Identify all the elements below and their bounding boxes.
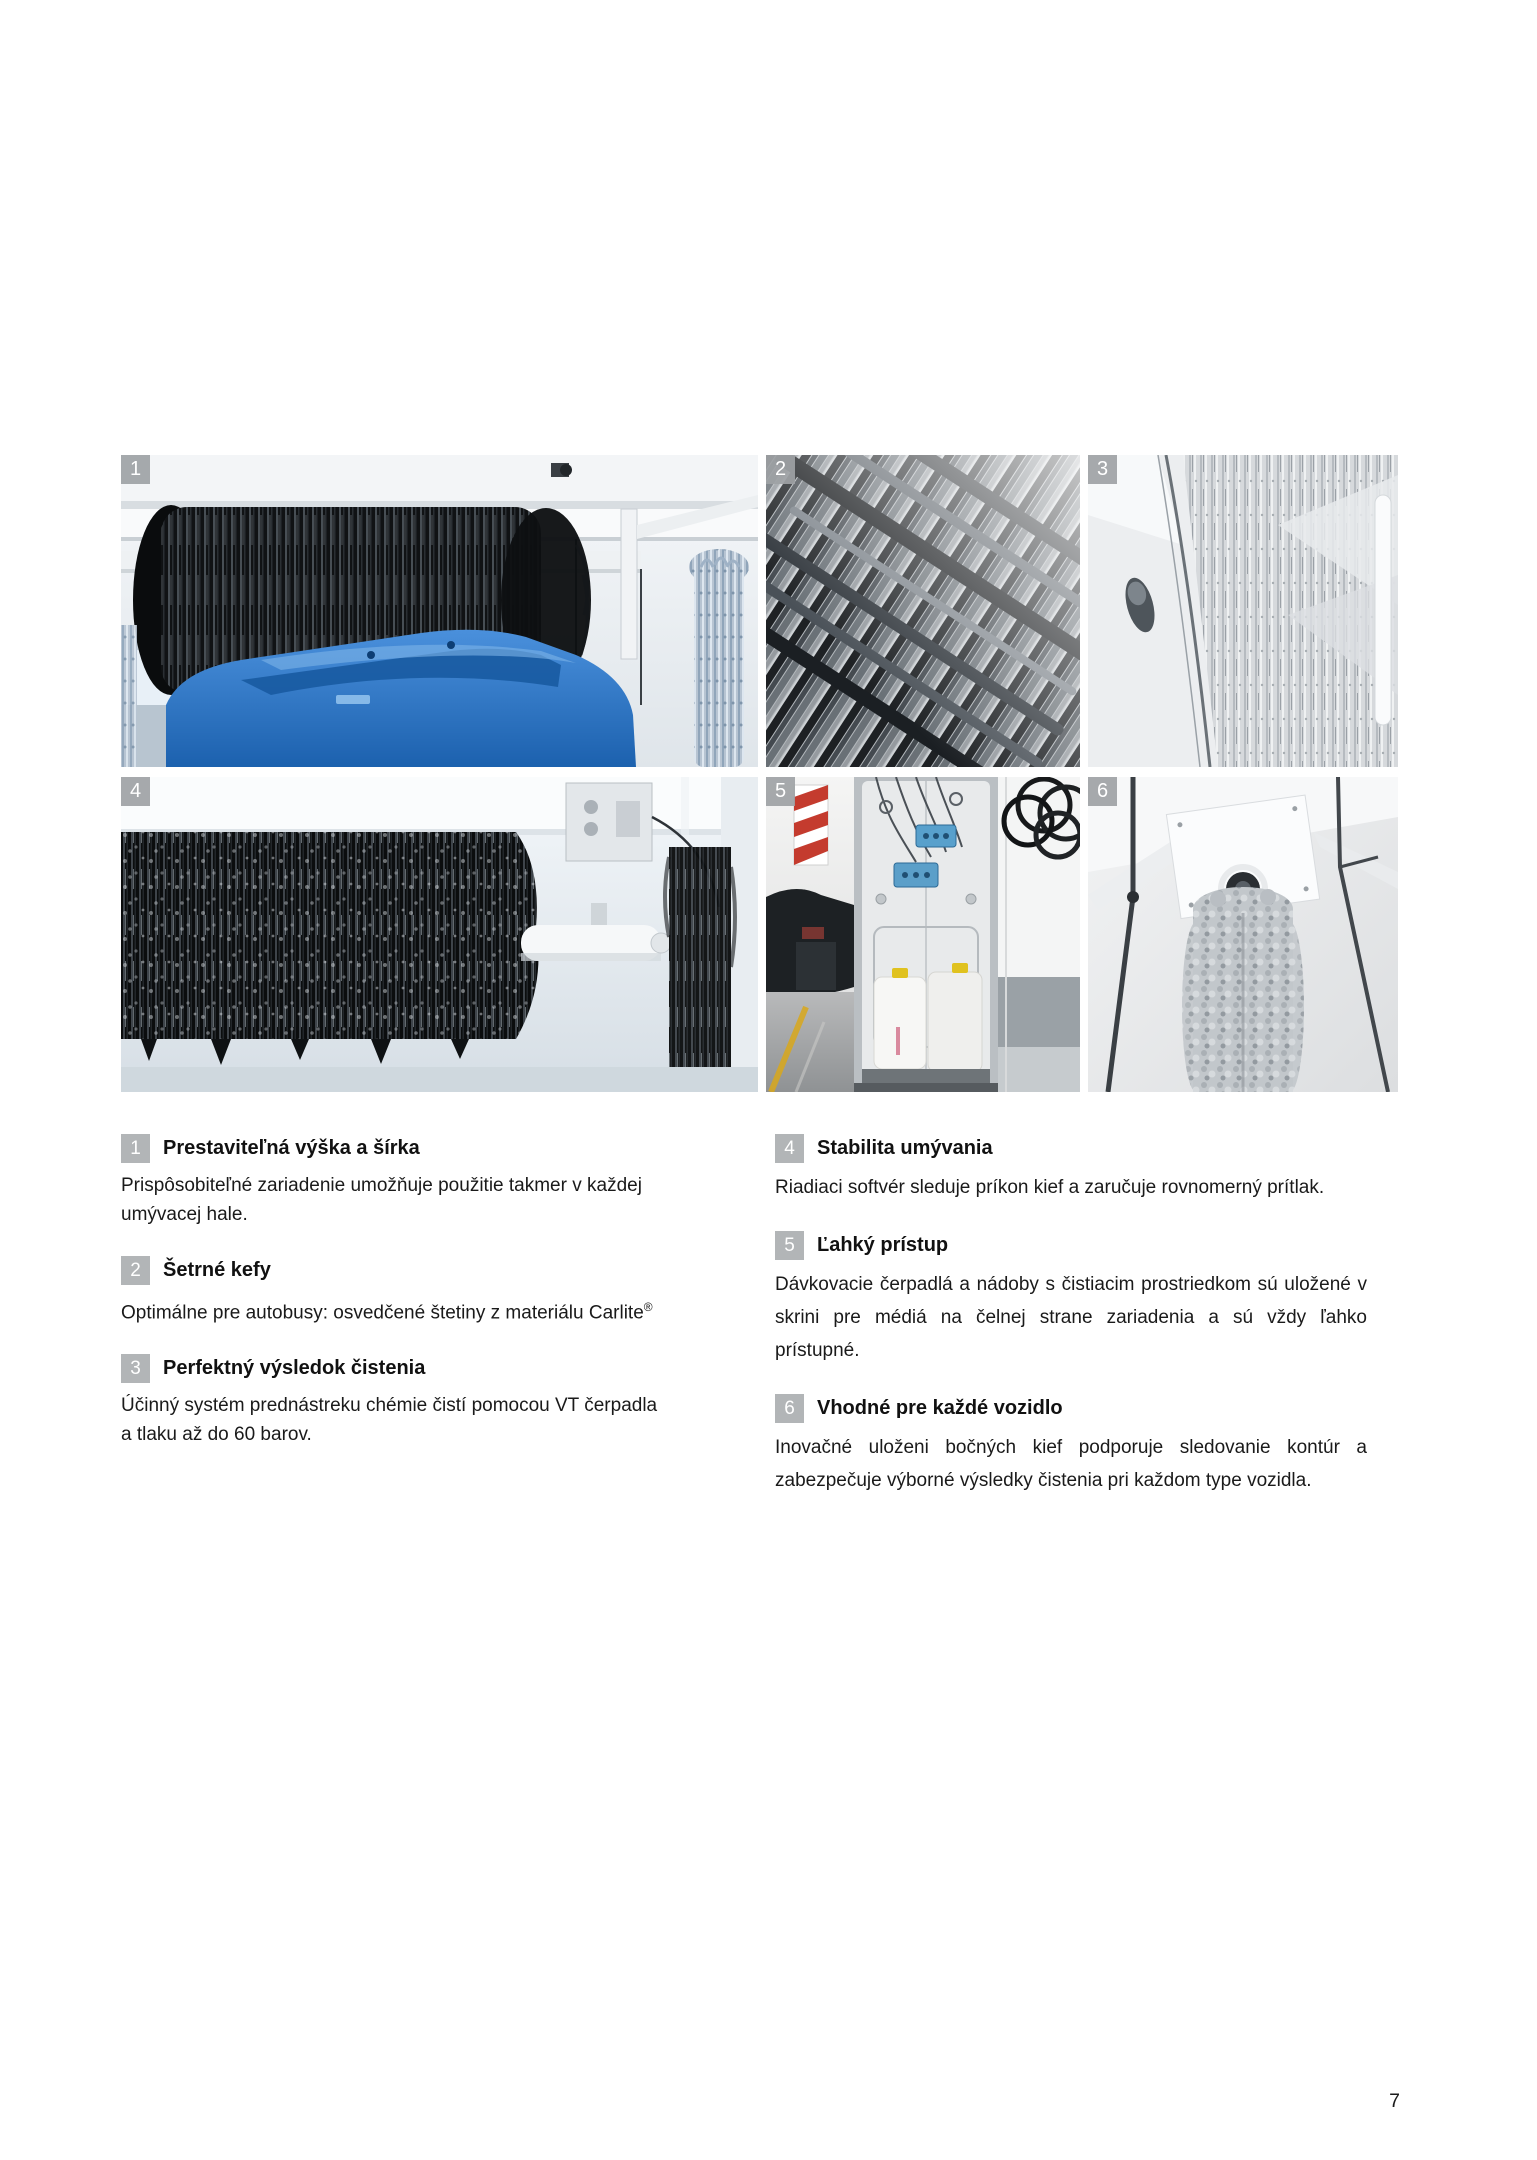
- feature-section-5: [775, 1231, 1367, 1367]
- photo-grid: [121, 455, 1398, 1092]
- feature-5-badge: 5: [775, 1231, 804, 1260]
- feature-4-badge: 4: [775, 1134, 804, 1163]
- feature-1-badge: 1: [121, 1134, 150, 1163]
- photo-3-badge: 3: [1088, 455, 1117, 484]
- feature-6-badge: 6: [775, 1394, 804, 1423]
- features-column-left: [121, 1134, 666, 1476]
- feature-2-badge: 2: [121, 1256, 150, 1285]
- feature-4-body: Riadiaci softvér sleduje príkon kief a zaručuje rovnomerný prítlak.: [775, 1177, 1325, 1198]
- photo-media-cabinet-image: [766, 777, 1080, 1092]
- photo-gantry-wash-bus-image: [121, 455, 758, 767]
- feature-3-badge: 3: [121, 1354, 150, 1383]
- features-column-right: [775, 1134, 1367, 1524]
- feature-1-body: Prispôsobiteľné zariadenie umožňuje použitie takmer v každej umývacej hale.: [121, 1175, 642, 1225]
- feature-section-3: [121, 1354, 666, 1449]
- feature-3-title: Perfektný výsledok čistenia: [163, 1357, 426, 1380]
- feature-section-2: [121, 1256, 666, 1327]
- feature-4-title: Stabilita umývania: [817, 1137, 993, 1159]
- photo-2-badge: 2: [766, 455, 795, 484]
- photo-brush-mount-overhead-image: [1088, 777, 1398, 1092]
- feature-6-title: Vhodné pre každé vozidlo: [817, 1397, 1063, 1419]
- photo-1-badge: 1: [121, 455, 150, 484]
- photo-bristles-closeup-image: [766, 455, 1080, 767]
- photo-bristles-closeup: [766, 455, 1080, 767]
- feature-5-title: Ľahký prístup: [817, 1234, 949, 1256]
- photo-brush-mount-overhead: [1088, 777, 1398, 1092]
- photo-6-badge: 6: [1088, 777, 1117, 806]
- page-number: 7: [1389, 2090, 1400, 2112]
- feature-section-4: [775, 1134, 1367, 1204]
- photo-5-badge: 5: [766, 777, 795, 806]
- registered-trademark-symbol: ®: [643, 1300, 653, 1314]
- photo-4-badge: 4: [121, 777, 150, 806]
- feature-6-body: Inovačné uloženi bočných kief podporuje sledovanie kontúr a zabezpečuje výborné výsledky čistenia pri každom type vozidla.: [775, 1437, 1367, 1491]
- feature-3-body: Účinný systém prednástreku chémie čistí pomocou VT čerpadla a tlaku až do 60 barov.: [121, 1395, 658, 1446]
- feature-5-body: Dávkovacie čerpadlá a nádoby s čistiacim prostriedkom sú uložené v skrini pre médiá na čelnej strane zariadenia a sú vždy ľahko prístupné.: [775, 1274, 1367, 1361]
- photo-roof-brush-shaft-image: [121, 777, 758, 1092]
- photo-side-brush-vehicle: [1088, 455, 1398, 767]
- feature-section-1: [121, 1134, 666, 1229]
- photo-side-brush-vehicle-image: [1088, 455, 1398, 767]
- photo-media-cabinet: [766, 777, 1080, 1092]
- photo-roof-brush-shaft: [121, 777, 758, 1092]
- feature-section-6: [775, 1394, 1367, 1497]
- feature-1-title: Prestaviteľná výška a šírka: [163, 1137, 420, 1159]
- photo-gantry-wash-bus: [121, 455, 758, 767]
- feature-2-body: Optimálne pre autobusy: osvedčené štetiny z materiálu Carlite®: [121, 1300, 653, 1324]
- feature-2-title: Šetrné kefy: [163, 1259, 271, 1281]
